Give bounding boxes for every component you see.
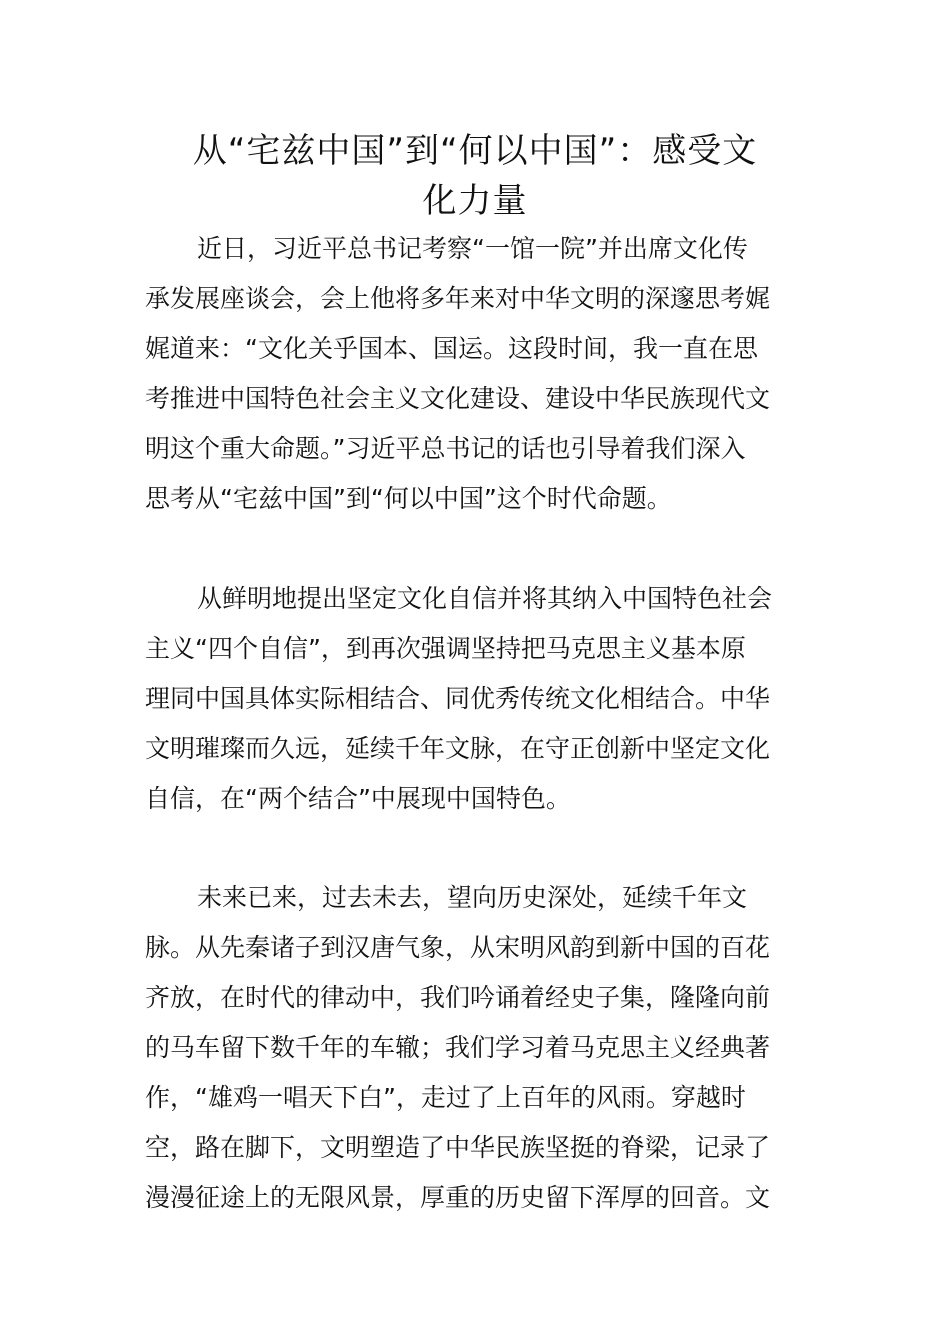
paragraph-line: 齐放，在时代的律动中，我们吟诵着经史子集，隆隆向前 [145,983,771,1012]
paragraph-line: 承发展座谈会，会上他将多年来对中华文明的深邃思考娓 [145,284,771,313]
paragraph-line: 娓道来：“文化关乎国本、国运。这段时间，我一直在思 [145,334,758,363]
paragraph-line: 自信，在“两个结合”中展现中国特色。 [145,784,571,813]
document-title [140,126,810,226]
paragraph-line: 文明璀璨而久远，延续千年文脉，在守正创新中坚定文化 [145,734,771,763]
paragraph-line: 漫漫征途上的无限风景，厚重的历史留下浑厚的回音。文 [145,1183,771,1212]
paragraph-line: 考推进中国特色社会主义文化建设、建设中华民族现代文 [145,384,771,413]
paragraph [145,873,815,1223]
paragraph-line: 明这个重大命题。”习近平总书记的话也引导着我们深入 [145,434,746,463]
paragraph [145,224,815,524]
paragraph-line: 未来已来，过去未去，望向历史深处，延续千年文 [197,883,748,912]
paragraph-line: 作，“雄鸡一唱天下白”，走过了上百年的风雨。穿越时 [145,1083,746,1112]
title-line: 化力量 [422,181,528,221]
paragraph-line: 近日，习近平总书记考察“一馆一院”并出席文化传 [197,234,748,263]
paragraph-line: 从鲜明地提出坚定文化自信并将其纳入中国特色社会 [197,584,773,613]
paragraph-line: 理同中国具体实际相结合、同优秀传统文化相结合。中华 [145,684,771,713]
title-line: 从“宅兹中国”到“何以中国”：感受文 [192,131,758,171]
paragraph-line: 主义“四个自信”，到再次强调坚持把马克思主义基本原 [145,634,746,663]
paragraph-line: 空，路在脚下，文明塑造了中华民族坚挺的脊梁，记录了 [145,1133,771,1162]
paragraph-line: 的马车留下数千年的车辙；我们学习着马克思主义经典著 [145,1033,771,1062]
paragraph-line: 思考从“宅兹中国”到“何以中国”这个时代命题。 [145,484,672,513]
paragraph-line: 脉。从先秦诸子到汉唐气象，从宋明风韵到新中国的百花 [145,933,771,962]
paragraph [145,574,815,824]
